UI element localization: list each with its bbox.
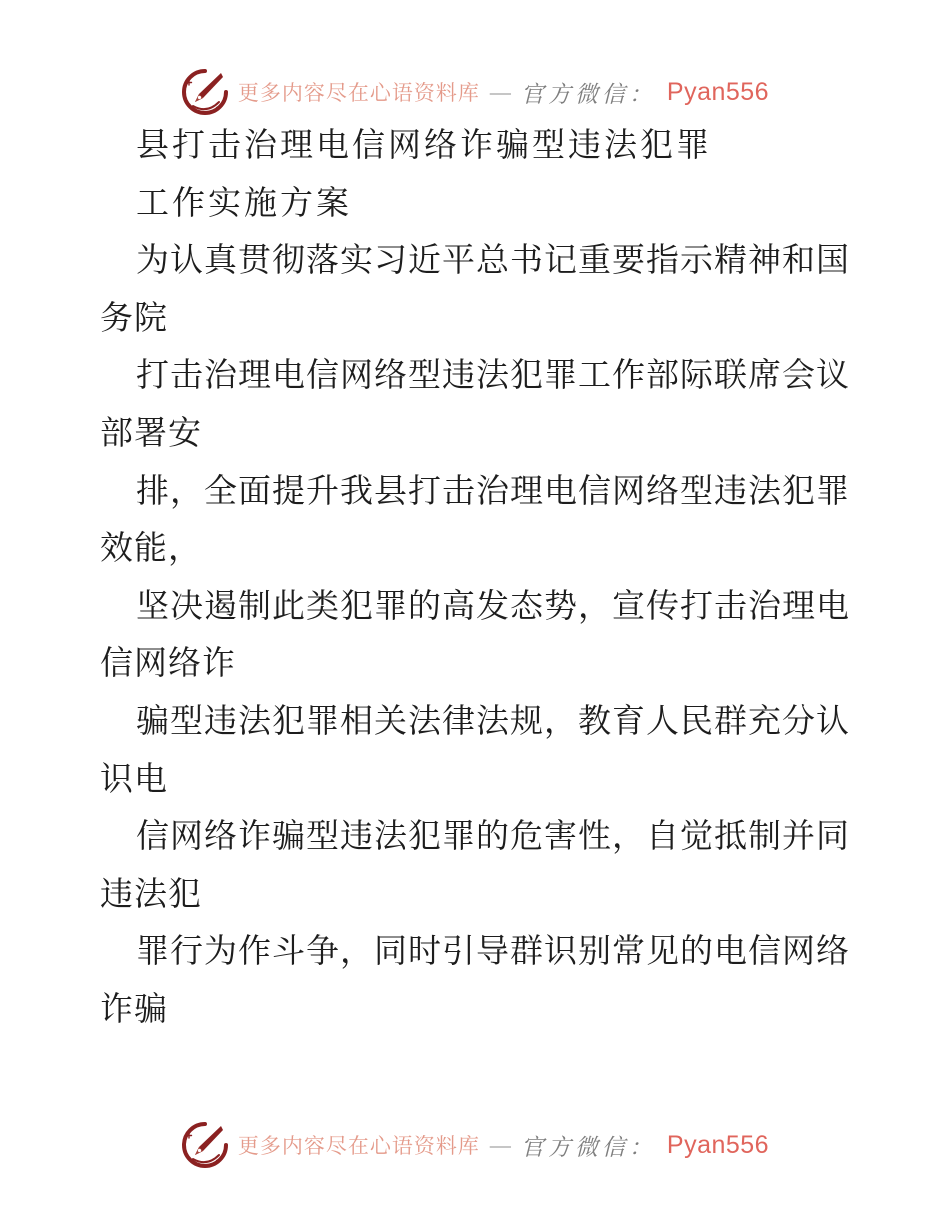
brand-text: 更多内容尽在心语资料库 xyxy=(237,81,480,105)
brand-separator: — xyxy=(489,1132,511,1157)
doc-line: 排，全面提升我县打击治理电信网络型违法犯罪 xyxy=(136,473,850,510)
pen-circle-logo-icon xyxy=(181,68,229,116)
doc-line: 务院 xyxy=(100,300,168,337)
brand-separator: — xyxy=(489,79,511,104)
doc-line: 坚决遏制此类犯罪的高发态势，宣传打击治理电 xyxy=(136,588,850,625)
doc-line: 效能， xyxy=(100,531,202,568)
doc-line: 信网络诈骗型违法犯罪的危害性，自觉抵制并同 xyxy=(136,819,850,856)
footer-watermark xyxy=(0,1119,950,1171)
header-watermark xyxy=(0,66,950,118)
doc-line: 为认真贯彻落实习近平总书记重要指示精神和国 xyxy=(136,243,850,280)
doc-lines xyxy=(100,118,890,1040)
doc-line: 打击治理电信网络型违法犯罪工作部际联席会议 xyxy=(136,358,850,395)
doc-line: 县打击治理电信网络诈骗型违法犯罪 xyxy=(136,128,712,164)
official-wechat-label: 官方微信： xyxy=(520,81,656,107)
doc-line: 罪行为作斗争，同时引导群识别常见的电信网络 xyxy=(136,934,850,971)
doc-line: 信网络诈 xyxy=(100,646,236,683)
official-wechat-label: 官方微信： xyxy=(520,1134,656,1160)
doc-line: 诈骗 xyxy=(100,991,168,1028)
wechat-id: Pyan556 xyxy=(666,1130,770,1159)
doc-line: 违法犯 xyxy=(100,876,202,913)
wechat-id: Pyan556 xyxy=(666,77,770,106)
doc-line: 工作实施方案 xyxy=(136,185,352,222)
brand-text: 更多内容尽在心语资料库 xyxy=(237,1134,480,1158)
pen-circle-logo-icon xyxy=(181,1121,229,1169)
doc-line: 骗型违法犯罪相关法律法规，教育人民群充分认 xyxy=(136,703,850,740)
doc-line: 识电 xyxy=(100,761,168,798)
doc-line: 部署安 xyxy=(100,415,202,452)
